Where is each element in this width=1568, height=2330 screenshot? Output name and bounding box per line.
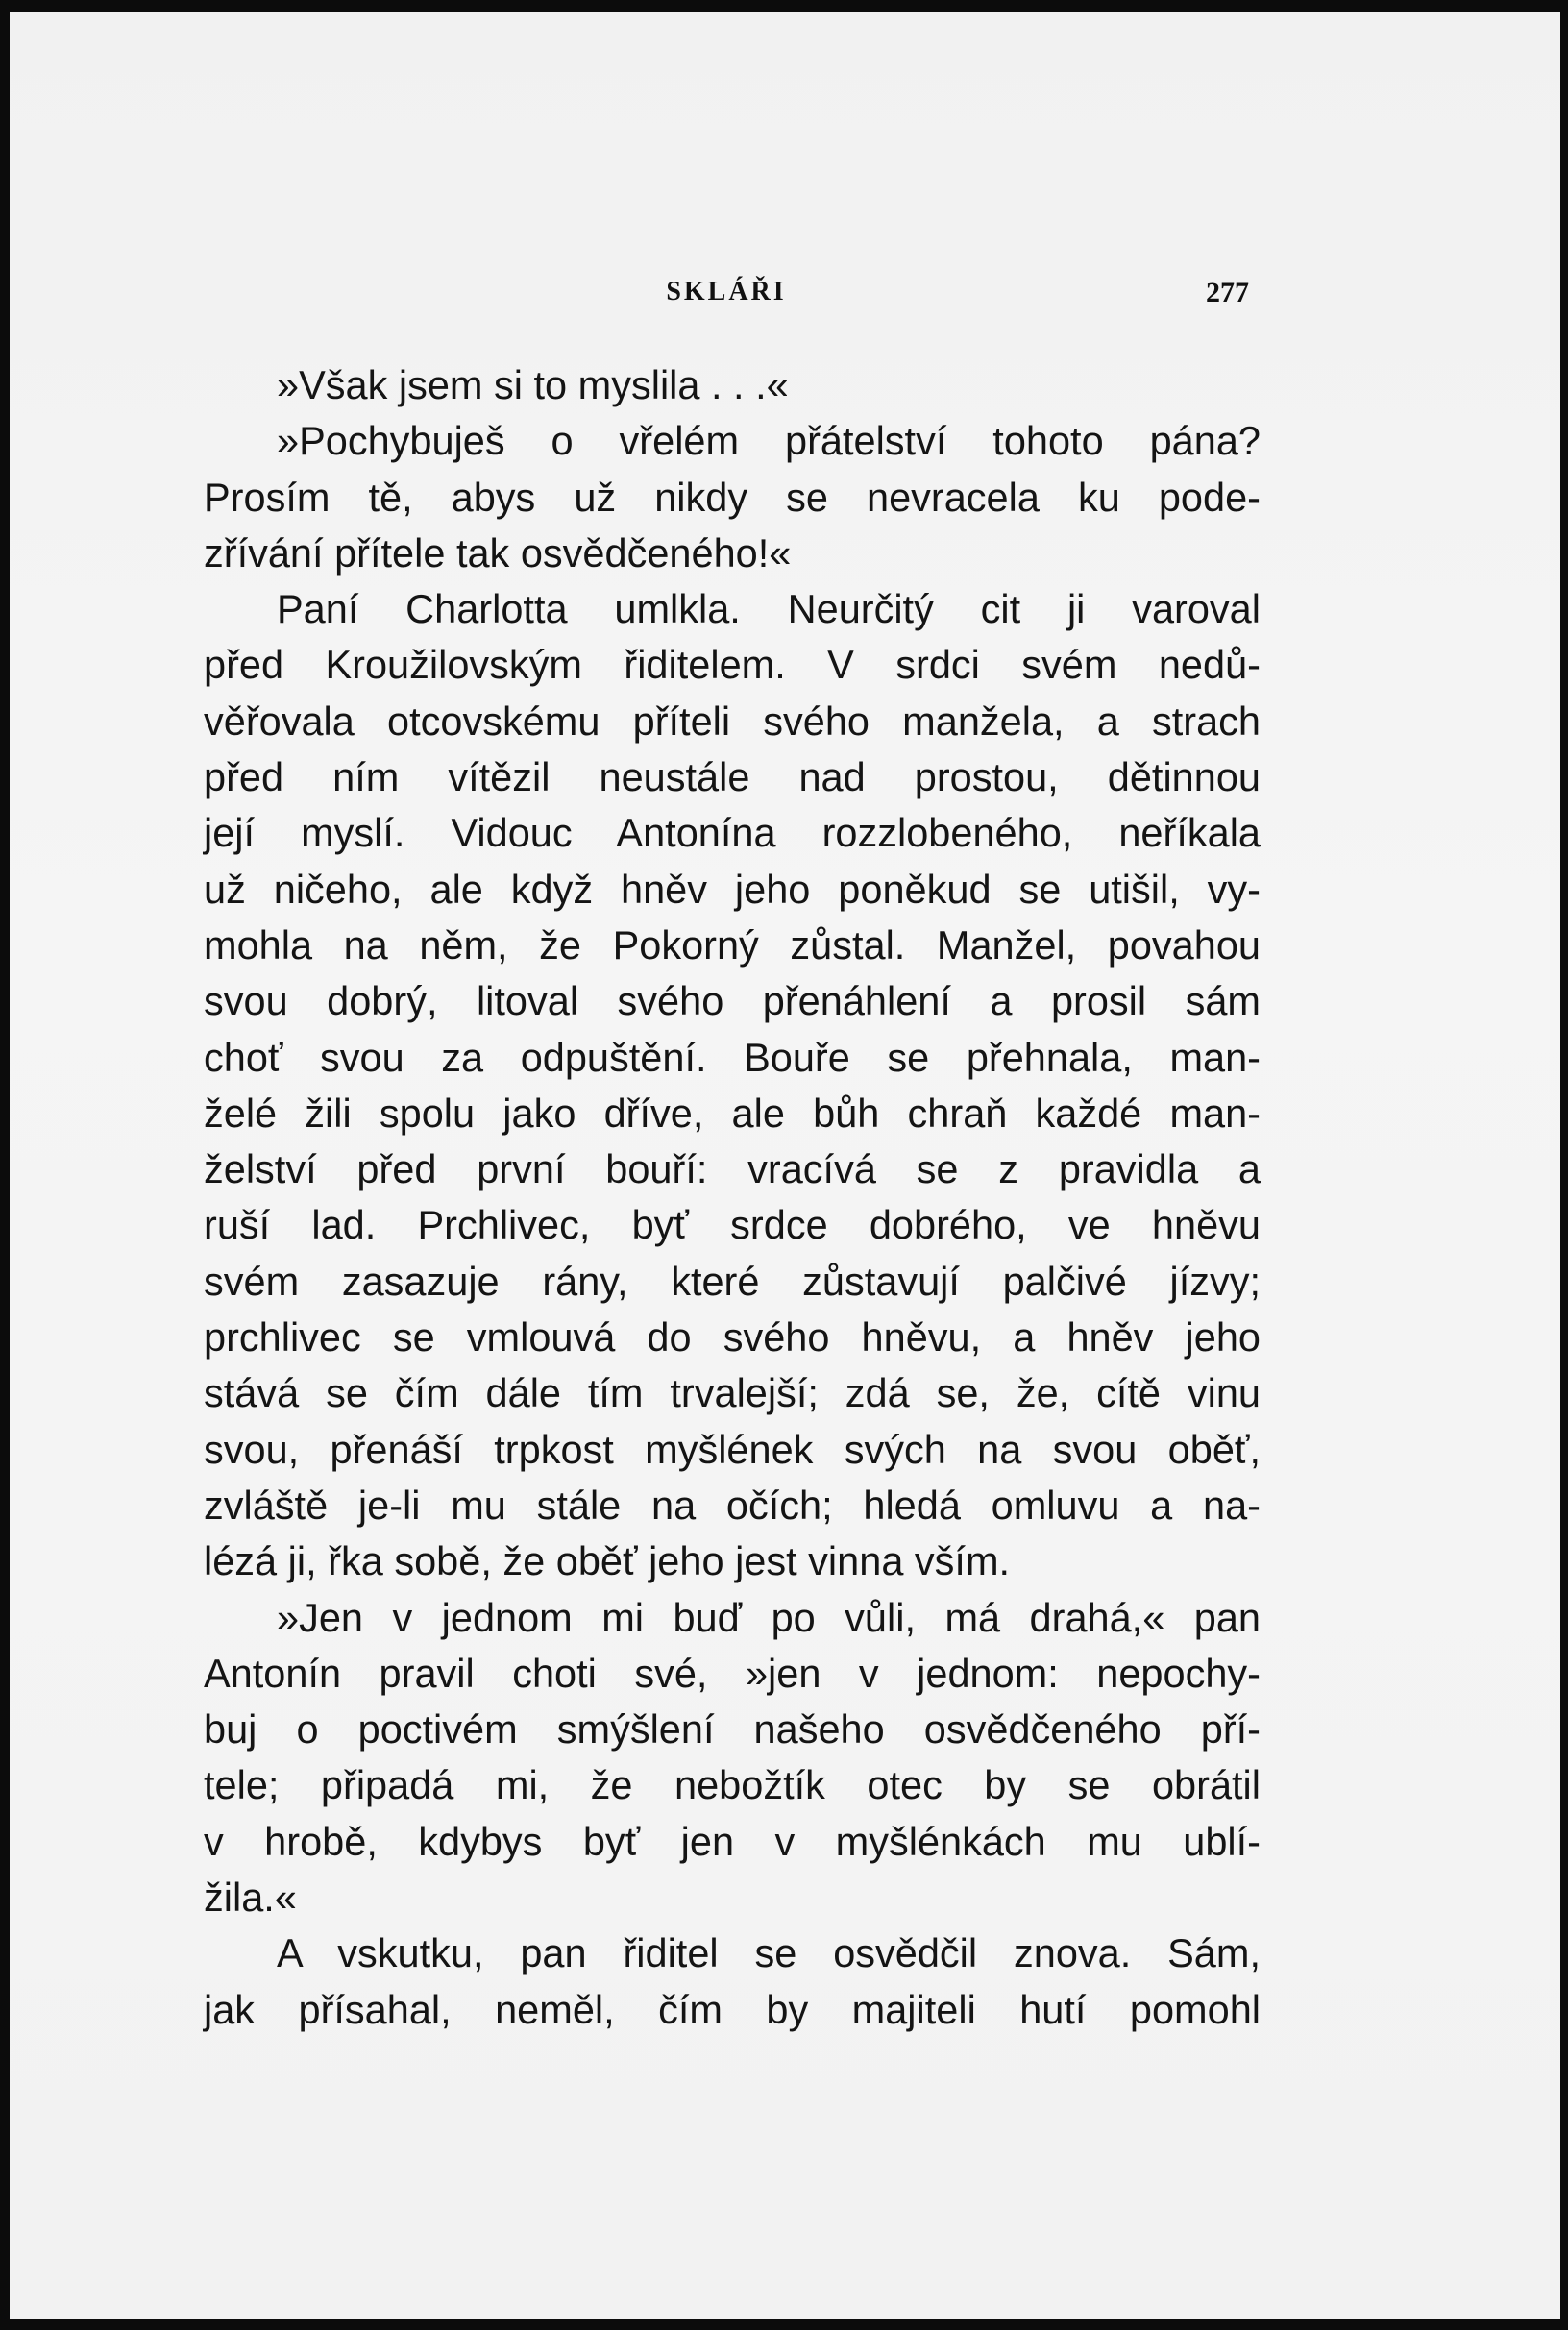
text-line: mohla na něm, že Pokorný zůstal. Manžel, povahou [204,921,1261,968]
text-line: lézá ji, řka sobě, že oběť jeho jest vinna vším. [204,1538,1011,1584]
text-line: želé žili spolu jako dříve, ale bůh chraň každé man- [204,1090,1261,1136]
text-line: před ním vítězil neustále nad prostou, dětinnou [204,754,1261,800]
text-line: prchlivec se vmlouvá do svého hněvu, a hněv jeho [204,1314,1261,1361]
text-line: věřovala otcovskému příteli svého manžela, a strach [204,698,1261,744]
text-line: už ničeho, ale když hněv jeho poněkud se utišil, vy- [204,866,1261,912]
page-number: 277 [1206,277,1249,308]
text-line: Prosím tě, abys už nikdy se nevracela ku pode- [204,474,1261,520]
body-text [204,357,1261,2038]
text-line: Paní Charlotta umlkla. Neurčitý cit ji varoval [277,586,1261,632]
text-line: před Kroužilovským řiditelem. V srdci svém nedů- [204,642,1261,688]
text-line: její myslí. Vidouc Antonína rozzlobeného, neříkala [204,810,1261,856]
text-line: Antonín pravil choti své, »jen v jednom: nepochy- [204,1650,1261,1696]
text-line: buj o poctivém smýšlení našeho osvědčeného pří- [204,1706,1261,1753]
text-line: ruší lad. Prchlivec, byť srdce dobrého, ve hněvu [204,1202,1261,1248]
text-line: svou dobrý, litoval svého přenáhlení a prosil sám [204,978,1261,1024]
running-title: SKLÁŘI [666,277,787,307]
text-line: žila.« [204,1875,297,1921]
text-line: A vskutku, pan řiditel se osvědčil znova. Sám, [277,1930,1261,1976]
text-line: zřívání přítele tak osvědčeného!« [204,529,792,576]
text-line: želství před první bouří: vracívá se z pravidla a [204,1146,1261,1192]
text-line: zvláště je-li mu stále na očích; hledá omluvu a na- [204,1482,1261,1528]
text-line: svém zasazuje rány, které zůstavují palčivé jízvy; [204,1258,1261,1304]
text-line: »Pochybuješ o vřelém přátelství tohoto pána? [277,418,1261,464]
text-line: tele; připadá mi, že nebožtík otec by se obrátil [204,1762,1261,1808]
text-line: svou, přenáší trpkost myšlének svých na svou oběť, [204,1426,1261,1472]
text-line: choť svou za odpuštění. Bouře se přehnala, man- [204,1034,1261,1080]
text-line: v hrobě, kdybys byť jen v myšlénkách mu ublí- [204,1818,1261,1864]
text-line: »Však jsem si to myslila . . .« [277,362,789,407]
text-line: »Jen v jednom mi buď po vůli, má drahá,« pan [277,1594,1261,1640]
text-line: jak přísahal, neměl, čím by majiteli hutí pomohl [204,1986,1261,2032]
page-header [204,277,1249,315]
text-line: stává se čím dále tím trvalejší; zdá se, že, cítě vinu [204,1370,1261,1416]
